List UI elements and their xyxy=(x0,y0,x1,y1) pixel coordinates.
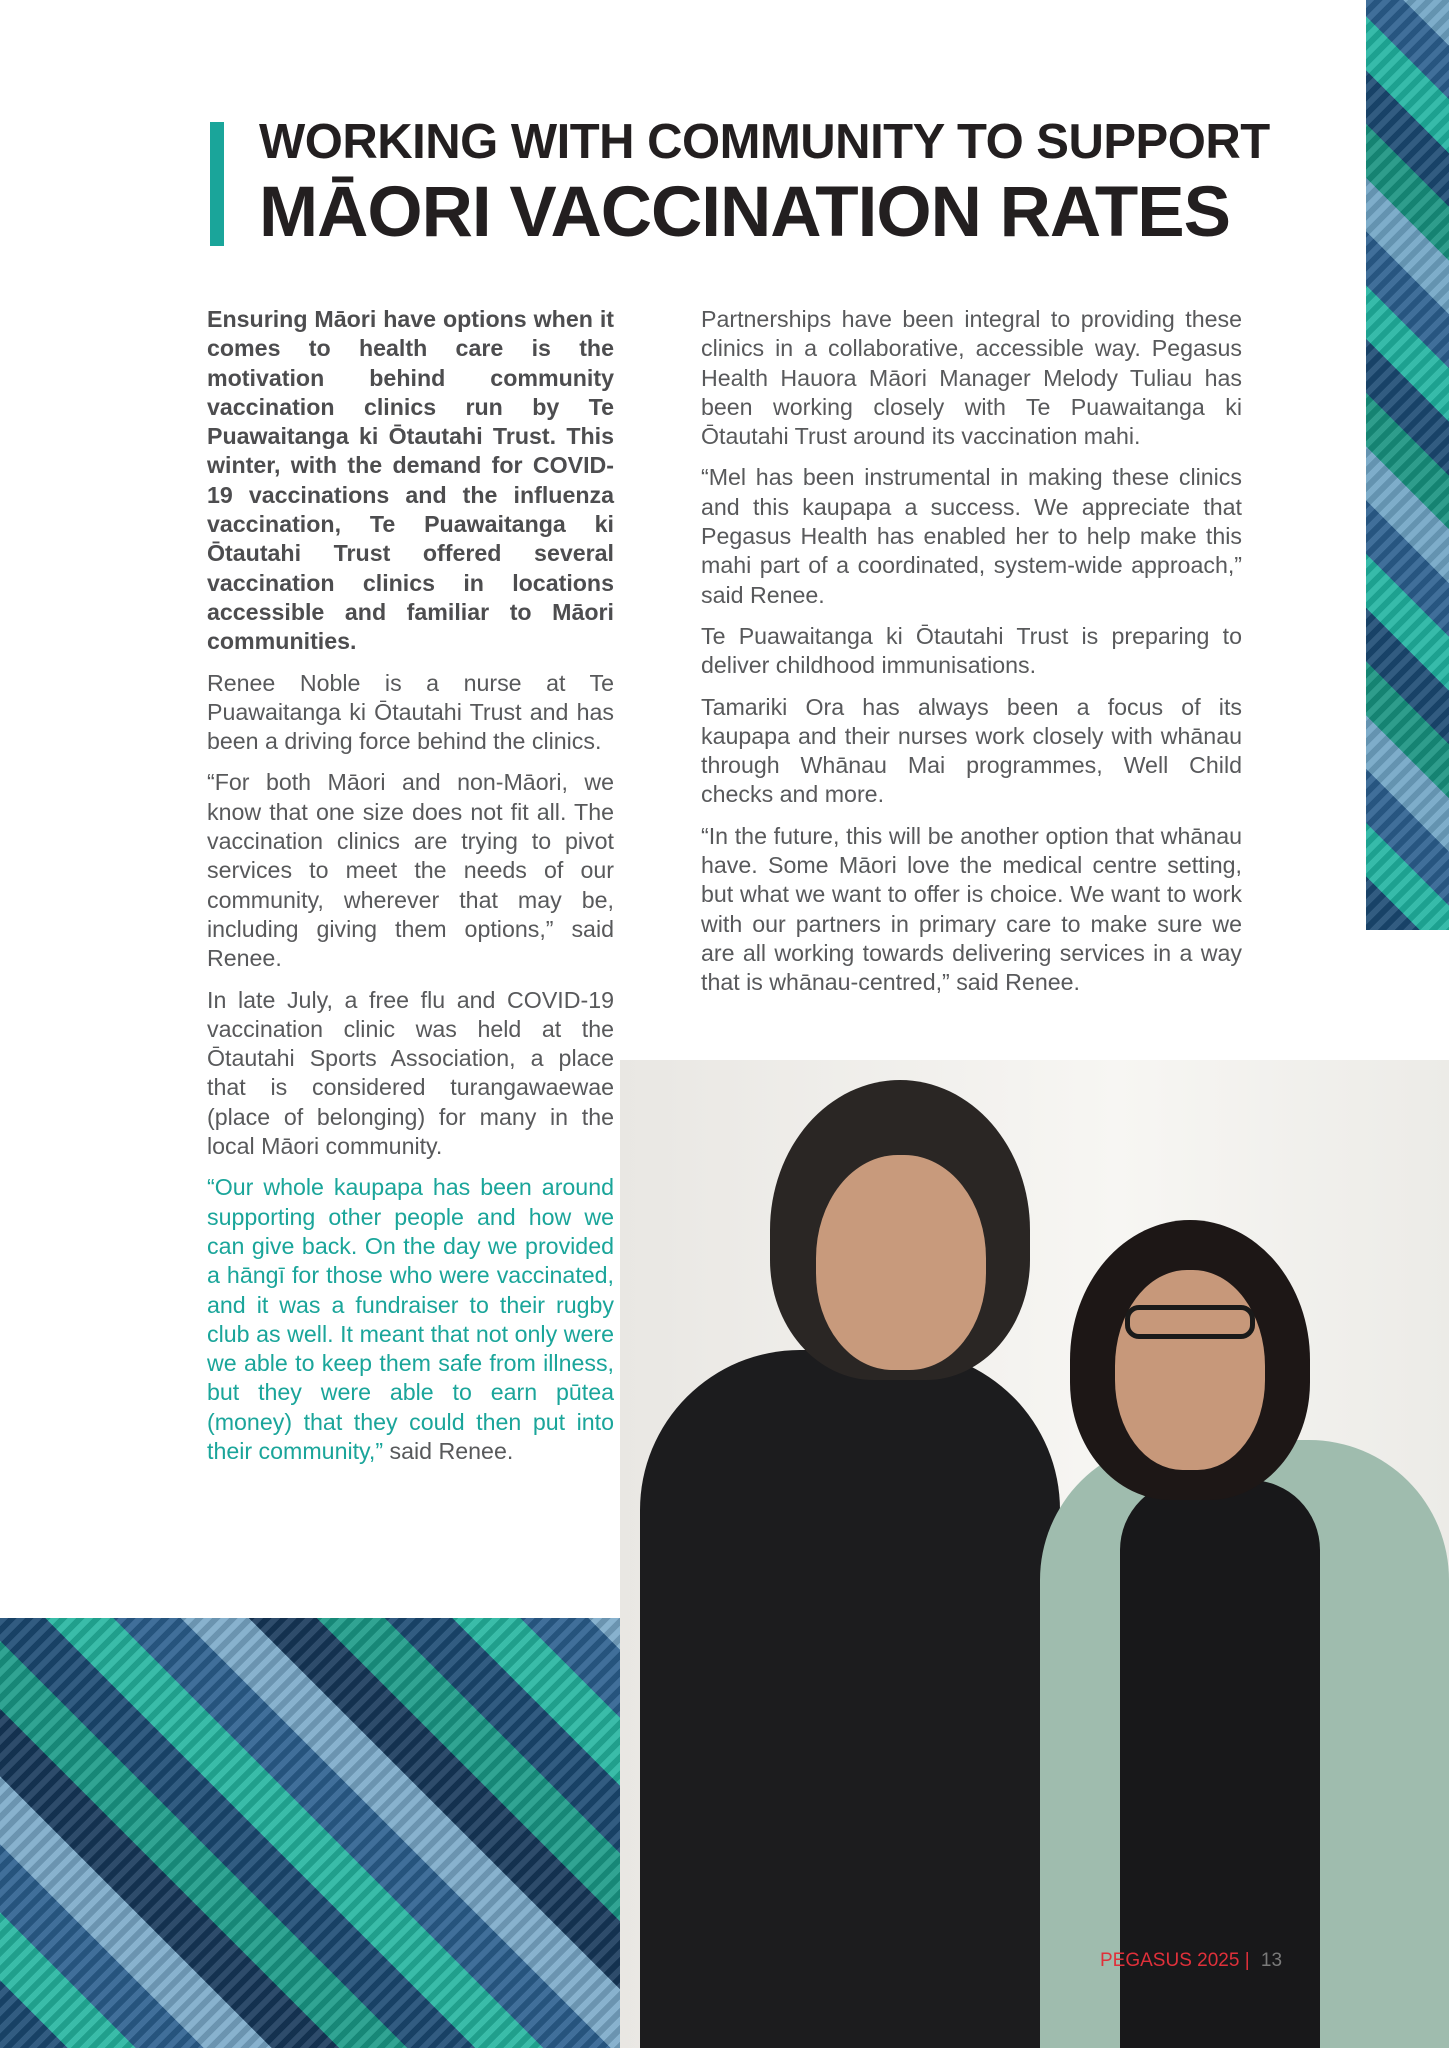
woman-left-body xyxy=(640,1350,1060,2048)
heading-kicker: WORKING WITH COMMUNITY TO SUPPORT xyxy=(259,115,1270,169)
publication-name: PEGASUS 2025 xyxy=(1100,1950,1240,1971)
woman-left-face xyxy=(816,1155,986,1370)
pull-quote-attribution: said Renee. xyxy=(383,1437,514,1464)
body-paragraph: Te Puawaitanga ki Ōtautahi Trust is preparing to deliver childhood immunisations. xyxy=(701,622,1242,679)
glasses xyxy=(1125,1305,1255,1339)
body-paragraph: Partnerships have been integral to providing these clinics in a collaborative, accessible way. Pegasus Health Hauora Māori Manager Melody Tuliau has been working closely with Te Puawaitanga ki Ōtautahi Trust around its vaccination mahi. xyxy=(701,306,1242,450)
woven-pattern-bottom-left xyxy=(0,1618,700,2048)
photo-two-women xyxy=(620,1060,1449,2048)
body-paragraph: “Mel has been instrumental in making these clinics and this kaupapa a success. We appreciate that Pegasus Health has enabled her to help make this mahi part of a coordinated, system-wide approach,” said Renee. xyxy=(701,464,1242,608)
body-paragraph: “For both Māori and non-Māori, we know that one size does not fit all. The vaccination clinics are trying to pivot services to meet the needs of our community, wherever that may be, including giving them options,” said Renee. xyxy=(207,769,614,972)
pull-quote xyxy=(207,1173,614,1466)
right-column xyxy=(701,305,1242,1010)
pull-quote-text: “Our whole kaupapa has been around supporting other people and how we can give back. On the day we provided a hāngī for those who were vaccinated, and it was a fundraiser to their rugby club as well. It meant that not only were we able to keep them safe from illness, but they were able to earn pūtea (money) that they could then put into their community,” xyxy=(207,1174,614,1464)
woven-pattern-top-right xyxy=(1366,0,1449,930)
body-paragraph: “In the future, this will be another option that whānau have. Some Māori love the medical centre setting, but what we want to offer is choice. We want to work with our partners in primary care to make sure we are all working towards delivering services in a way that is whānau-centred,” said Renee. xyxy=(701,822,1242,996)
heading-accent-bar xyxy=(210,122,224,246)
footer-separator: | xyxy=(1244,1950,1250,1971)
page-number: 13 xyxy=(1260,1950,1283,1971)
lead-paragraph: Ensuring Māori have options when it comes to health care is the motivation behind community vaccination clinics run by Te Puawaitanga ki Ōtautahi Trust. This winter, with the demand for COVID-19 vaccinations and the influenza vaccination, Te Puawaitanga ki Ōtautahi Trust offered several vaccination clinics in locations accessible and familiar to Māori communities. xyxy=(207,306,614,655)
body-paragraph: Tamariki Ora has always been a focus of its kaupapa and their nurses work closely with whānau through Whānau Mai programmes, Well Child checks and more. xyxy=(701,693,1242,808)
page-footer xyxy=(1100,1950,1282,1972)
page-title: MĀORI VACCINATION RATES xyxy=(259,173,1230,252)
body-paragraph: Renee Noble is a nurse at Te Puawaitanga ki Ōtautahi Trust and has been a driving force behind the clinics. xyxy=(207,669,614,755)
body-paragraph: In late July, a free flu and COVID-19 vaccination clinic was held at the Ōtautahi Sports Association, a place that is considered turangawaewae (place of belonging) for many in the local Māori community. xyxy=(207,986,614,1160)
left-column xyxy=(207,305,614,1478)
woman-right-face xyxy=(1115,1270,1265,1470)
